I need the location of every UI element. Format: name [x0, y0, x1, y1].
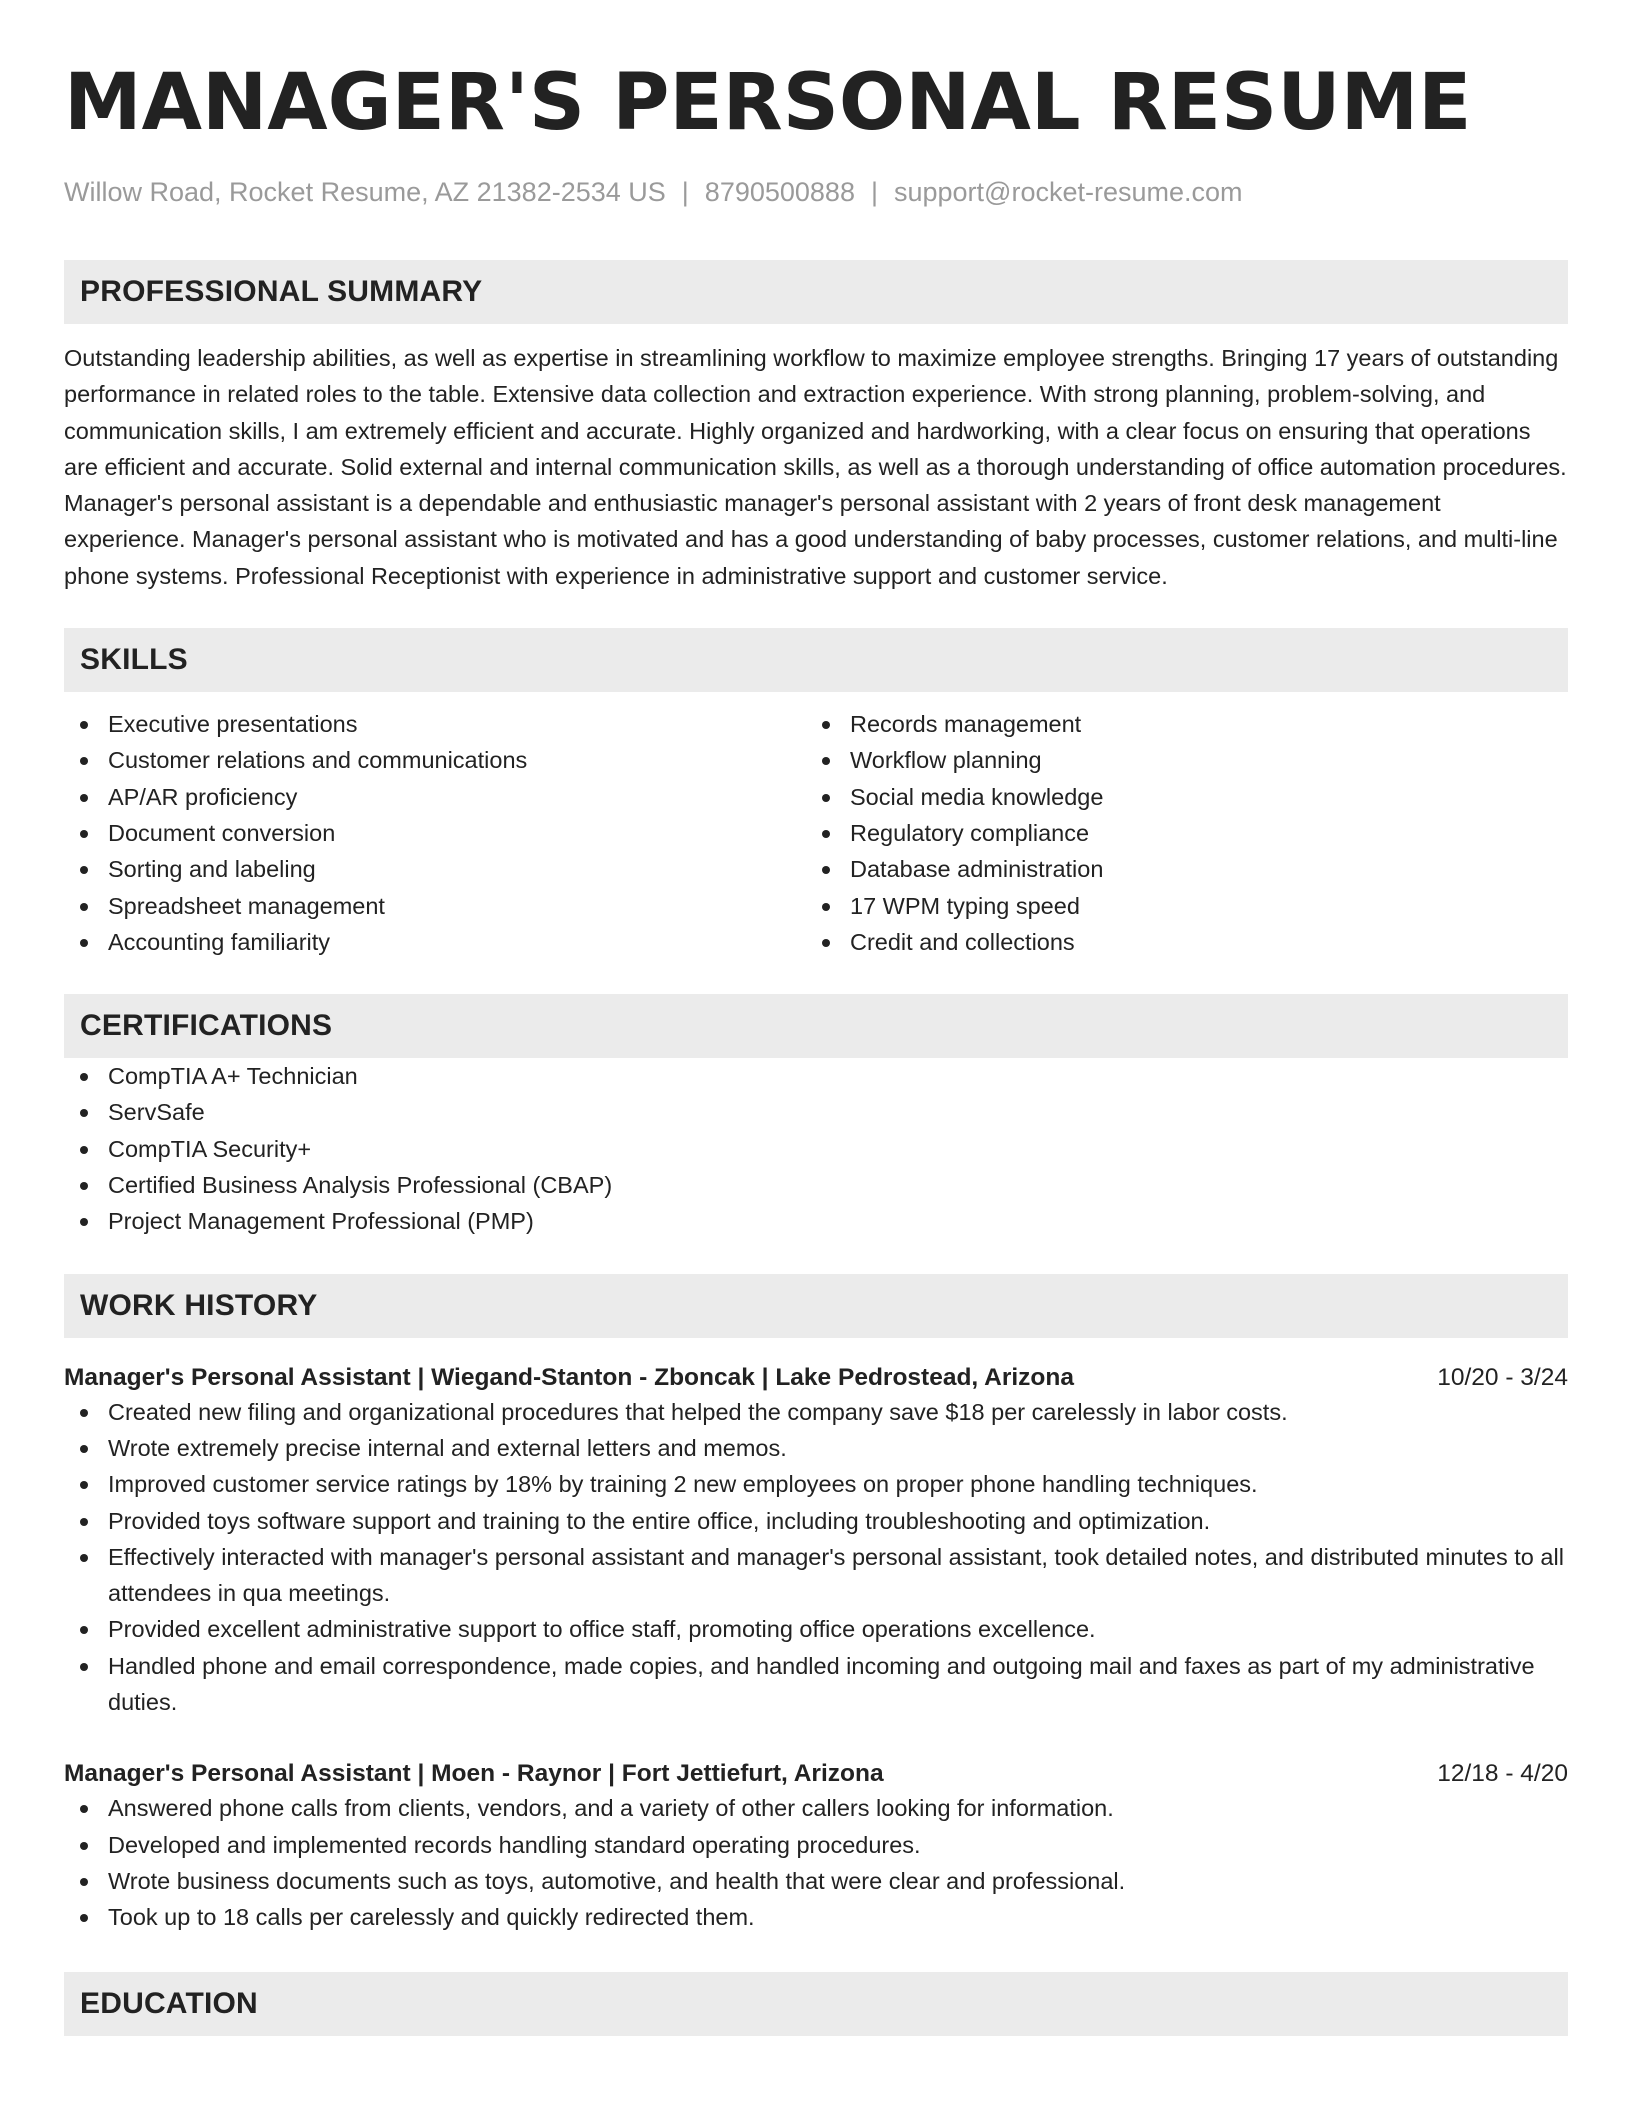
skill-item: Records management [806, 706, 1548, 742]
job-bullet: Developed and implemented records handling standard operating procedures. [64, 1827, 1568, 1863]
job-bullet: Improved customer service ratings by 18% by training 2 new employees on proper phone handling techniques. [64, 1466, 1568, 1502]
job-entry [64, 1362, 1568, 1721]
skill-item: Document conversion [64, 815, 806, 851]
education-heading: EDUCATION [64, 1972, 1568, 2036]
certification-item: Certified Business Analysis Professional (CBAP) [64, 1167, 1568, 1203]
contact-line [64, 176, 1568, 208]
skill-item: Credit and collections [806, 924, 1548, 960]
job-dates: 10/20 - 3/24 [1437, 1363, 1568, 1391]
job-entry [64, 1758, 1568, 1935]
skill-item: Spreadsheet management [64, 888, 806, 924]
skills-list-right [806, 706, 1548, 960]
skill-item: Workflow planning [806, 742, 1548, 778]
job-bullet: Took up to 18 calls per carelessly and quickly redirected them. [64, 1899, 1568, 1935]
job-bullet: Handled phone and email correspondence, made copies, and handled incoming and outgoing mail and faxes as part of my administrative duties. [64, 1648, 1568, 1721]
job-bullet: Answered phone calls from clients, vendors, and a variety of other callers looking for information. [64, 1790, 1568, 1826]
contact-separator: | [870, 177, 878, 207]
skills-column-right [806, 706, 1548, 960]
certification-item: Project Management Professional (PMP) [64, 1203, 1568, 1239]
skill-item: Customer relations and communications [64, 742, 806, 778]
skill-item: Executive presentations [64, 706, 806, 742]
resume-name: MANAGER'S PERSONAL RESUME [64, 58, 1472, 148]
professional-summary-text: Outstanding leadership abilities, as well as expertise in streamlining workflow to maximize employee strengths. Bringing 17 years of outstanding performance in related roles to the table. Extensive data collection and extraction experience. With strong planning, problem-solving, and communication skills, I am extremely efficient and accurate. Highly organized and hardworking, with a clear focus on ensuring that operations are efficient and accurate. Solid external and internal communication skills, as well as a thorough understanding of office automation procedures. Manager's personal assistant is a dependable and enthusiastic manager's personal assistant with 2 years of front desk management experience. Manager's personal assistant who is motivated and has a good understanding of baby processes, customer relations, and multi-line phone systems. Professional Receptionist with experience in administrative support and customer service. [64, 345, 1567, 589]
certification-item: CompTIA Security+ [64, 1131, 1568, 1167]
job-bullets [64, 1790, 1568, 1935]
job-header [64, 1362, 1568, 1394]
professional-summary-heading: PROFESSIONAL SUMMARY [64, 260, 1568, 324]
job-bullets [64, 1394, 1568, 1721]
certifications-list [64, 1058, 1568, 1239]
skill-item: Social media knowledge [806, 779, 1548, 815]
job-header [64, 1758, 1568, 1790]
certification-item: ServSafe [64, 1094, 1568, 1130]
contact-phone: 8790500888 [704, 177, 855, 207]
skills-grid [64, 706, 1568, 960]
skills-column-left [64, 706, 806, 960]
job-title: Manager's Personal Assistant | Moen - Raynor | Fort Jettiefurt, Arizona [64, 1760, 884, 1788]
skill-item: Regulatory compliance [806, 815, 1548, 851]
skills-heading: SKILLS [64, 628, 1568, 692]
certifications-heading: CERTIFICATIONS [64, 994, 1568, 1058]
job-bullet: Provided toys software support and training to the entire office, including troubleshooting and optimization. [64, 1503, 1568, 1539]
job-title: Manager's Personal Assistant | Wiegand-Stanton - Zboncak | Lake Pedrostead, Arizona [64, 1363, 1074, 1391]
work-history-heading: WORK HISTORY [64, 1274, 1568, 1338]
contact-separator: | [681, 177, 689, 207]
skill-item: Database administration [806, 851, 1548, 887]
contact-address: Willow Road, Rocket Resume, AZ 21382-2534 US [64, 177, 666, 207]
certification-item: CompTIA A+ Technician [64, 1058, 1568, 1094]
job-bullet: Wrote extremely precise internal and external letters and memos. [64, 1430, 1568, 1466]
job-bullet: Provided excellent administrative support to office staff, promoting office operations excellence. [64, 1611, 1568, 1647]
job-bullet: Created new filing and organizational procedures that helped the company save $18 per carelessly in labor costs. [64, 1394, 1568, 1430]
job-bullet: Effectively interacted with manager's personal assistant and manager's personal assistant, took detailed notes, and distributed minutes to all attendees in qua meetings. [64, 1539, 1568, 1612]
job-dates: 12/18 - 4/20 [1437, 1760, 1568, 1788]
skill-item: Sorting and labeling [64, 851, 806, 887]
skill-item: Accounting familiarity [64, 924, 806, 960]
job-bullet: Wrote business documents such as toys, automotive, and health that were clear and professional. [64, 1863, 1568, 1899]
skill-item: AP/AR proficiency [64, 779, 806, 815]
skill-item: 17 WPM typing speed [806, 888, 1548, 924]
skills-list-left [64, 706, 806, 960]
contact-email: support@rocket-resume.com [893, 177, 1243, 207]
